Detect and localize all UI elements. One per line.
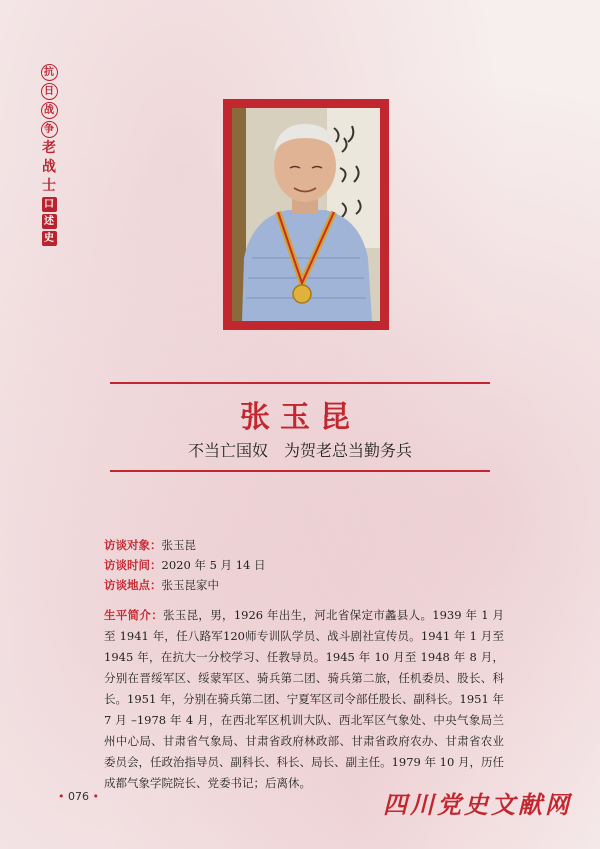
meta-value: 2020 年 5 月 14 日 — [161, 558, 266, 572]
side-char: 抗 — [41, 64, 58, 81]
side-char: 述 — [42, 214, 57, 229]
brand-watermark: 四川党史文献网 — [383, 790, 572, 819]
page-dot: • — [58, 790, 65, 803]
side-char: 日 — [41, 83, 58, 100]
portrait-frame — [223, 99, 389, 330]
page-number — [58, 790, 99, 803]
portrait-photo — [232, 108, 380, 321]
title-rule-top — [110, 382, 490, 384]
side-char: 史 — [42, 231, 57, 246]
side-char: 争 — [41, 121, 58, 138]
meta-value: 张玉昆 — [161, 538, 196, 552]
page-number-text: 076 — [68, 790, 89, 803]
article-subtitle: 不当亡国奴 为贺老总当勤务兵 — [187, 441, 412, 460]
side-char: 战 — [41, 102, 58, 119]
side-char: 老 — [42, 140, 56, 156]
portrait-illustration — [232, 108, 380, 321]
side-char: 战 — [42, 159, 56, 175]
side-char: 口 — [42, 197, 57, 212]
meta-row — [104, 535, 266, 555]
meta-row — [104, 575, 266, 595]
meta-key: 访谈时间： — [104, 558, 162, 572]
bio-text: 张玉昆，男，1926 年出生，河北省保定市蠡县人。1939 年 1 月至 1941 年，任八路军120师专训队学员、战斗剧社宣传员。1941 年 1 月至 1945 年，在抗大一分校学习、任教导员。1945 年 10 月至 1948 年 8 月，分别在晋绥军区、绥蒙军区、骑兵第二团、骑兵第二旅，任机委员、股长、科长。1951 年，分别在骑兵第二团、宁夏军区司令部任股长、副科长。1951 年 7 月 –1978 年 4 月，在西北军区机训大队、西北军区气象处、中央气象局兰州中心局、甘肃省气象局、甘肃省政府林政部、甘肃省政府农办、甘肃省农业委员会，任政治指导员、副科长、科长、局长、副主任。1979 年 10 月，历任成都气象学院院长、党委书记；后离休。 — [104, 608, 504, 790]
title-rule-bottom — [110, 470, 490, 472]
bio-key: 生平简介： — [104, 608, 164, 622]
biography-paragraph — [104, 605, 504, 794]
meta-value: 张玉昆家中 — [161, 578, 219, 592]
interviewee-name: 张玉昆 — [240, 400, 360, 435]
side-char: 士 — [42, 178, 56, 194]
side-series-label — [38, 64, 60, 246]
meta-row — [104, 555, 266, 575]
interview-meta — [104, 535, 266, 595]
page-dot: • — [92, 790, 99, 803]
meta-key: 访谈地点： — [104, 578, 162, 592]
meta-key: 访谈对象： — [104, 538, 162, 552]
